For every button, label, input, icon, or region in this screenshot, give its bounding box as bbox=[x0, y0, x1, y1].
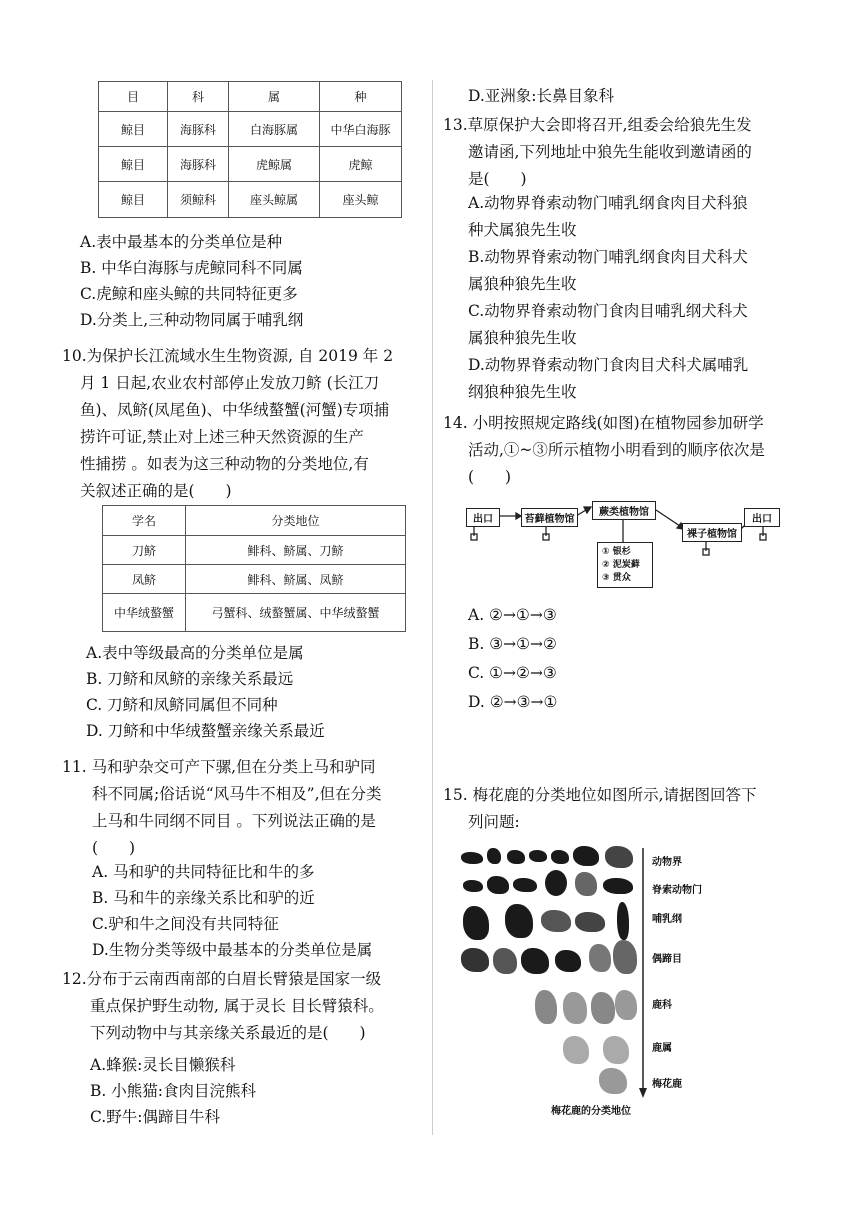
question-9-options bbox=[80, 229, 303, 333]
level-class: 哺乳纲 bbox=[652, 914, 682, 925]
table-cell: 弓蟹科、绒螯蟹属、中华绒螯蟹 bbox=[186, 594, 406, 632]
frog-silhouette bbox=[513, 878, 537, 892]
deer-silhouette bbox=[589, 944, 611, 972]
table-cell: 座头鲸 bbox=[320, 182, 402, 218]
option-d[interactable]: D.亚洲象:长鼻目象科 bbox=[468, 87, 615, 105]
option-b[interactable]: B. 小熊猫:食肉目浣熊科 bbox=[90, 1082, 256, 1100]
human-silhouette bbox=[617, 902, 629, 940]
table-header: 目 bbox=[99, 82, 168, 112]
question-15-stem bbox=[443, 782, 813, 836]
option-c[interactable]: C.动物界脊索动物门食肉目哺乳纲犬科犬 bbox=[468, 302, 748, 320]
column-divider bbox=[432, 80, 433, 1135]
gorilla-silhouette bbox=[463, 906, 489, 940]
stem-line: 鱼)、凤鲚(凤尾鱼)、中华绒螯蟹(河蟹)专项捕 bbox=[80, 401, 390, 419]
stem-line: 科不同属;俗话说“风马牛不相及”,但在分类 bbox=[92, 785, 382, 803]
question-10-options bbox=[86, 640, 325, 744]
table-header: 科 bbox=[168, 82, 229, 112]
question-11-options bbox=[92, 859, 372, 963]
table-header: 种 bbox=[320, 82, 402, 112]
deer-silhouette bbox=[563, 992, 587, 1024]
option-b[interactable]: B. ③→①→② bbox=[468, 635, 557, 653]
option-c-cont: 属狼种狼先生收 bbox=[468, 329, 577, 347]
figure-caption: 梅花鹿的分类地位 bbox=[551, 1106, 631, 1117]
option-b-cont: 属狼种狼先生收 bbox=[468, 275, 577, 293]
table-cell: 白海豚属 bbox=[229, 112, 320, 147]
goat-silhouette bbox=[493, 948, 517, 974]
option-a-cont: 种犬属狼先生收 bbox=[468, 221, 577, 239]
table-header: 分类地位 bbox=[186, 506, 406, 536]
table-cell: 鲸目 bbox=[99, 147, 168, 182]
table-cell: 鲱科、鲚属、刀鲚 bbox=[186, 536, 406, 565]
deer-silhouette bbox=[563, 1036, 589, 1064]
table-cell: 海豚科 bbox=[168, 147, 229, 182]
stem-line: 性捕捞 。如表为这三种动物的分类地位,有 bbox=[80, 455, 369, 473]
option-b[interactable]: B.动物界脊索动物门哺乳纲食肉目犬科犬 bbox=[468, 248, 748, 266]
stem-line: 关叙述正确的是( ) bbox=[80, 482, 232, 500]
option-a[interactable]: A.蜂猴:灵长目懒猴科 bbox=[90, 1056, 236, 1074]
cow-silhouette bbox=[521, 948, 549, 974]
option-c[interactable]: C. 刀鲚和凤鲚同属但不同种 bbox=[86, 696, 278, 714]
table-cell: 鲸目 bbox=[99, 112, 168, 147]
bird-silhouette bbox=[487, 848, 501, 864]
fern-hall-box: 蕨类植物馆 bbox=[592, 501, 656, 520]
crab-silhouette bbox=[551, 850, 569, 864]
option-a[interactable]: A. 马和驴的共同特征比和牛的多 bbox=[92, 863, 315, 881]
question-13-stem bbox=[443, 112, 813, 193]
giraffe-silhouette bbox=[535, 990, 557, 1024]
elephant-silhouette bbox=[573, 846, 599, 866]
deer-silhouette bbox=[591, 992, 615, 1024]
fish-silhouette bbox=[463, 880, 483, 892]
stem-line: 捞许可证,禁止对上述三种天然资源的生产 bbox=[80, 428, 364, 446]
option-c[interactable]: C. ①→②→③ bbox=[468, 664, 557, 682]
table-cell: 鲱科、鲚属、凤鲚 bbox=[186, 565, 406, 594]
question-12-options-left bbox=[90, 1052, 256, 1130]
legend-item: ② 泥炭藓 bbox=[602, 559, 640, 570]
stem-line: 下列动物中与其亲缘关系最近的是( ) bbox=[90, 1024, 366, 1042]
stem-line: 活动,①~③所示植物小明看到的顺序依次是 bbox=[468, 441, 765, 459]
pig-silhouette bbox=[555, 950, 581, 972]
table-cell: 虎鲸属 bbox=[229, 147, 320, 182]
option-d[interactable]: D. 刀鲚和中华绒螯蟹亲缘关系最近 bbox=[86, 722, 325, 740]
option-d[interactable]: D.生物分类等级中最基本的分类单位是属 bbox=[92, 941, 373, 959]
level-kingdom: 动物界 bbox=[652, 857, 682, 868]
classification-table-whales bbox=[98, 81, 402, 218]
mammal-silhouette bbox=[603, 878, 633, 894]
question-14-stem bbox=[443, 410, 813, 491]
option-c[interactable]: C.虎鲸和座头鲸的共同特征更多 bbox=[80, 285, 298, 303]
route-diagram bbox=[466, 496, 796, 588]
level-genus: 鹿属 bbox=[652, 1043, 672, 1054]
camel-silhouette bbox=[461, 948, 489, 972]
option-c[interactable]: C.野牛:偶蹄目牛科 bbox=[90, 1108, 220, 1126]
deer-silhouette bbox=[613, 940, 637, 974]
butterfly-silhouette bbox=[507, 850, 525, 864]
level-phylum: 脊索动物门 bbox=[652, 885, 702, 896]
bird-silhouette bbox=[461, 852, 483, 864]
table-header: 属 bbox=[229, 82, 320, 112]
question-13-options bbox=[468, 190, 748, 406]
level-species: 梅花鹿 bbox=[652, 1079, 682, 1090]
level-family: 鹿科 bbox=[652, 1000, 672, 1011]
deer-silhouette bbox=[615, 990, 637, 1020]
exit-box: 出口 bbox=[466, 508, 500, 527]
level-order: 偶蹄目 bbox=[652, 954, 682, 965]
gymnosperm-hall-box: 裸子植物馆 bbox=[682, 523, 742, 542]
table-cell: 中华绒螯蟹 bbox=[103, 594, 186, 632]
stem-line: 上马和牛同纲不同目 。下列说法正确的是 bbox=[92, 812, 376, 830]
option-d-cont: 纲狼种狼先生收 bbox=[468, 383, 577, 401]
stem-line: 10.为保护长江流域水生生物资源, 自 2019 年 2 bbox=[62, 347, 394, 365]
bear-silhouette bbox=[505, 904, 533, 938]
legend-item: ③ 贯众 bbox=[602, 572, 631, 583]
stem-line: ( ) bbox=[468, 468, 512, 486]
option-b[interactable]: B. 马和牛的亲缘关系比和驴的近 bbox=[92, 889, 315, 907]
stem-line: ( ) bbox=[92, 839, 136, 857]
question-11-stem bbox=[62, 754, 422, 862]
table-cell: 刀鲚 bbox=[103, 536, 186, 565]
option-a[interactable]: A.动物界脊索动物门哺乳纲食肉目犬科狼 bbox=[468, 194, 748, 212]
table-cell: 须鲸科 bbox=[168, 182, 229, 218]
deer-silhouette bbox=[603, 1036, 629, 1064]
question-14-options bbox=[468, 601, 557, 717]
fish-silhouette bbox=[529, 850, 547, 862]
option-b[interactable]: B. 刀鲚和凤鲚的亲缘关系最远 bbox=[86, 670, 294, 688]
stem-line: 月 1 日起,农业农村部停止发放刀鲚 (长江刀 bbox=[80, 374, 380, 392]
option-a[interactable]: A.表中等级最高的分类单位是属 bbox=[86, 644, 304, 662]
table-cell: 海豚科 bbox=[168, 112, 229, 147]
stem-line: 列问题: bbox=[468, 813, 520, 831]
stem-line: 14. 小明按照规定路线(如图)在植物园参加研学 bbox=[443, 414, 764, 432]
moss-hall-box: 苔藓植物馆 bbox=[521, 508, 578, 527]
option-d[interactable]: D.分类上,三种动物同属于哺乳纲 bbox=[80, 311, 304, 329]
table-cell: 虎鲸 bbox=[320, 147, 402, 182]
stem-line: 是( ) bbox=[468, 170, 527, 188]
sika-deer-silhouette bbox=[599, 1068, 627, 1094]
table-cell: 鲸目 bbox=[99, 182, 168, 218]
table-cell: 中华白海豚 bbox=[320, 112, 402, 147]
horse-silhouette bbox=[605, 846, 633, 868]
classification-table-fish bbox=[102, 505, 406, 632]
table-header: 学名 bbox=[103, 506, 186, 536]
stem-line: 15. 梅花鹿的分类地位如图所示,请据图回答下 bbox=[443, 786, 757, 804]
question-10-stem bbox=[62, 343, 422, 505]
table-cell: 座头鲸属 bbox=[229, 182, 320, 218]
bird-silhouette bbox=[487, 876, 509, 894]
option-d[interactable]: D.动物界脊索动物门食肉目犬科犬属哺乳 bbox=[468, 356, 749, 374]
legend-item: ① 银杉 bbox=[602, 546, 631, 557]
exit-box: 出口 bbox=[744, 508, 780, 527]
stem-line: 重点保护野生动物, 属于灵长 目长臂猿科。 bbox=[90, 997, 384, 1015]
question-12-stem bbox=[62, 966, 422, 1047]
table-cell: 凤鲚 bbox=[103, 565, 186, 594]
stem-line: 13.草原保护大会即将召开,组委会给狼先生发 bbox=[443, 116, 752, 134]
stem-line: 11. 马和驴杂交可产下骡,但在分类上马和驴同 bbox=[62, 758, 376, 776]
stem-line: 邀请函,下列地址中狼先生能收到邀请函的 bbox=[468, 143, 752, 161]
option-a[interactable]: A. ②→①→③ bbox=[468, 606, 557, 624]
option-a[interactable]: A.表中最基本的分类单位是种 bbox=[80, 233, 283, 251]
option-c[interactable]: C.驴和牛之间没有共同特征 bbox=[92, 915, 279, 933]
option-b[interactable]: B. 中华白海豚与虎鲸同科不同属 bbox=[80, 259, 303, 277]
option-d[interactable]: D. ②→③→① bbox=[468, 693, 558, 711]
stem-line: 12.分布于云南西南部的白眉长臂猿是国家一级 bbox=[62, 970, 382, 988]
rat-silhouette bbox=[575, 912, 605, 932]
plant-legend bbox=[597, 542, 653, 588]
leopard-silhouette bbox=[541, 910, 571, 932]
snake-silhouette bbox=[545, 870, 567, 896]
goose-silhouette bbox=[575, 872, 597, 896]
